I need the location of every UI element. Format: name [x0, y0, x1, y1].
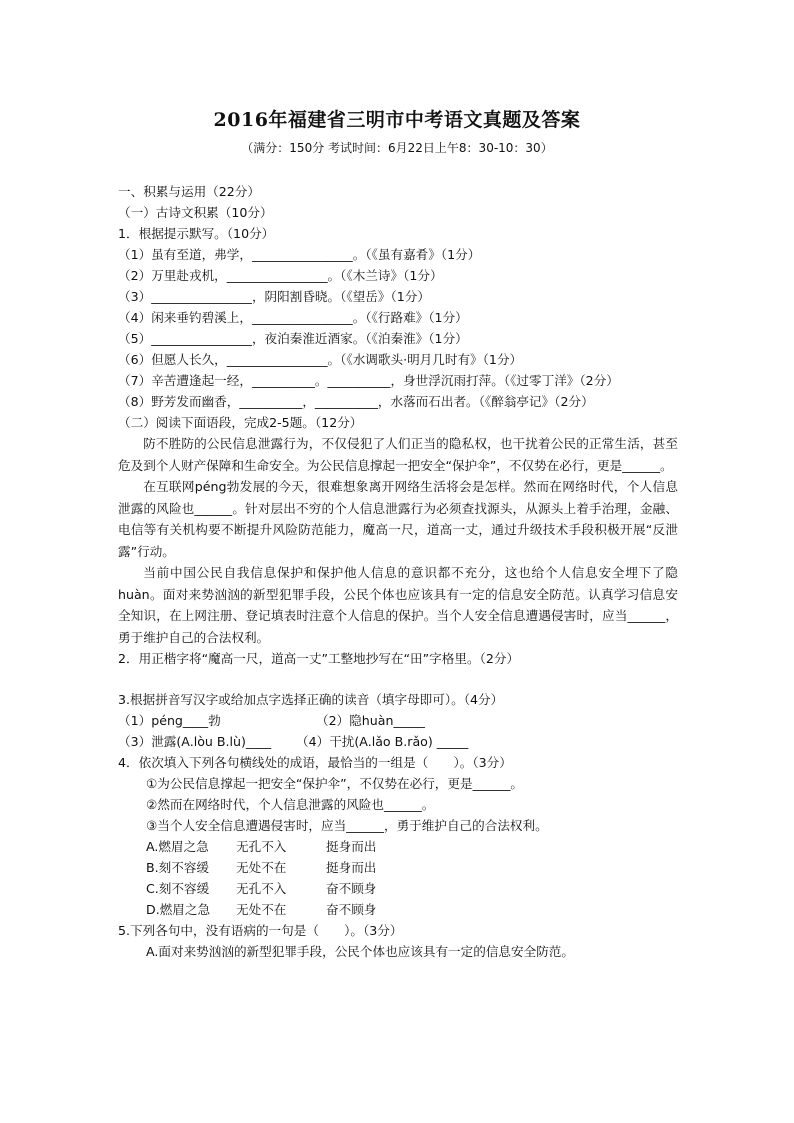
option-word: 挺身而出: [326, 860, 377, 875]
subsection-heading: （一）古诗文积累（10分）: [118, 205, 273, 220]
q4-option: [118, 857, 678, 878]
section-heading: 一、积累与运用（22分）: [118, 184, 260, 199]
option-word: D.燃眉之急: [146, 902, 211, 917]
q3-item: （2）隐huàn_____: [316, 713, 425, 728]
exam-info: （满分：150分 考试时间：6月22日上午8：30-10：30）: [241, 141, 553, 155]
recitation-item: （7）辛苦遭逢起一经，__________。__________，身世浮沉雨打萍。（《过零丁洋》（2分）: [118, 373, 619, 388]
q4-sentence: ②然而在网络时代，个人信息泄露的风险也______。: [146, 797, 435, 812]
page-title: 2016年福建省三明市中考语文真题及答案: [213, 109, 581, 131]
question-2: 2．用正楷字将“魔高一尺，道高一丈”工整地抄写在“田”字格里。（2分）: [118, 651, 520, 666]
option-word: C.刻不容缓: [146, 881, 210, 896]
option-word: 无处不在: [236, 902, 287, 917]
option-word: 无孔不入: [236, 881, 287, 896]
q4-option: [118, 836, 678, 857]
exam-content: [118, 181, 678, 962]
passage-paragraph: 在互联网péng勃发展的今天，很难想象离开网络生活将会是怎样。然而在网络时代，个人信息泄露的风险也______。针对层出不穷的个人信息泄露行为必须查找源头，从源头上着手治理，金融、电信等有关机构要不断提升风险防范能力，魔高一尺，道高一丈，通过升级技术手段积极开展“反泄露”行动。: [118, 479, 678, 559]
q4-sentence: ①为公民信息撑起一把安全“保护伞”，不仅势在必行，更是______。: [146, 776, 523, 791]
q4-option: [118, 899, 678, 920]
passage-paragraph: 当前中国公民自我信息保护和保护他人信息的意识都不充分，这也给个人信息安全埋下了隐huàn。面对来势汹汹的新型犯罪手段，公民个体也应该具有一定的信息安全防范。认真学习信息安全知识，在上网注册、登记填表时注意个人信息的保护。当个人安全信息遭遇侵害时，应当______，勇于维护自己的合法权利。: [118, 565, 678, 645]
option-word: 无孔不入: [236, 839, 287, 854]
subsection-heading: （二）阅读下面语段，完成2-5题。（12分）: [118, 415, 363, 430]
option-word: 无处不在: [236, 860, 287, 875]
recitation-item: （8）野芳发而幽香，__________，__________，水落而石出者。（《醉翁亭记》（2分）: [118, 394, 594, 409]
question-3-row: [118, 710, 678, 731]
reading-passage: [118, 433, 678, 648]
passage-paragraph: 防不胜防的公民信息泄露行为，不仅侵犯了人们正当的隐私权，也干扰着公民的正常生活，甚至危及到个人财产保障和生命安全。为公民信息撑起一把安全“保护伞”，不仅势在必行，更是______。: [118, 436, 678, 473]
q4-option: [118, 878, 678, 899]
q4-sentence: ③当个人安全信息遭遇侵害时，应当______，勇于维护自己的合法权利。: [146, 818, 548, 833]
recitation-item: （4）闲来垂钓碧溪上，________________。（《行路难》（1分）: [118, 310, 468, 325]
recitation-item: （2）万里赴戎机，________________。（《木兰诗》（1分）: [118, 268, 443, 283]
option-word: 奋不顾身: [326, 881, 377, 896]
answer-space: [118, 669, 678, 689]
q3-item: （4）干扰(A.lǎo B.rǎo) _____: [296, 734, 469, 749]
question-1: 1．根据提示默写。（10分）: [118, 226, 275, 241]
q3-item: （3）泄露(A.lòu B.lù)____: [118, 734, 272, 749]
recitation-item: （6）但愿人长久，________________。（《水调歌头·明月几时有》（1分）: [118, 352, 523, 367]
question-3: 3.根据拼音写汉字或给加点字选择正确的读音（填字母即可）。（4分）: [118, 692, 504, 707]
question-5: 5.下列各句中，没有语病的一句是（ ）。（3分）: [118, 923, 403, 938]
option-word: 挺身而出: [326, 839, 377, 854]
option-word: 奋不顾身: [326, 902, 377, 917]
q3-item: （1）péng____勃: [118, 713, 221, 728]
q5-option: A.面对来势汹汹的新型犯罪手段，公民个体也应该具有一定的信息安全防范。: [146, 944, 574, 959]
question-4: 4．依次填入下列各句横线处的成语，最恰当的一组是（ ）。（3分）: [118, 755, 512, 770]
recitation-item: （1）虽有至道，弗学，________________。（《虽有嘉肴》（1分）: [118, 247, 481, 262]
recitation-item: （5）________________，夜泊秦淮近酒家。（《泊秦淮》（1分）: [118, 331, 468, 346]
question-3-row: [118, 731, 678, 752]
option-word: B.刻不容缓: [146, 860, 210, 875]
recitation-item: （3）________________，阴阳割昏晓。（《望岳》（1分）: [118, 289, 430, 304]
option-word: A.燃眉之急: [146, 839, 209, 854]
